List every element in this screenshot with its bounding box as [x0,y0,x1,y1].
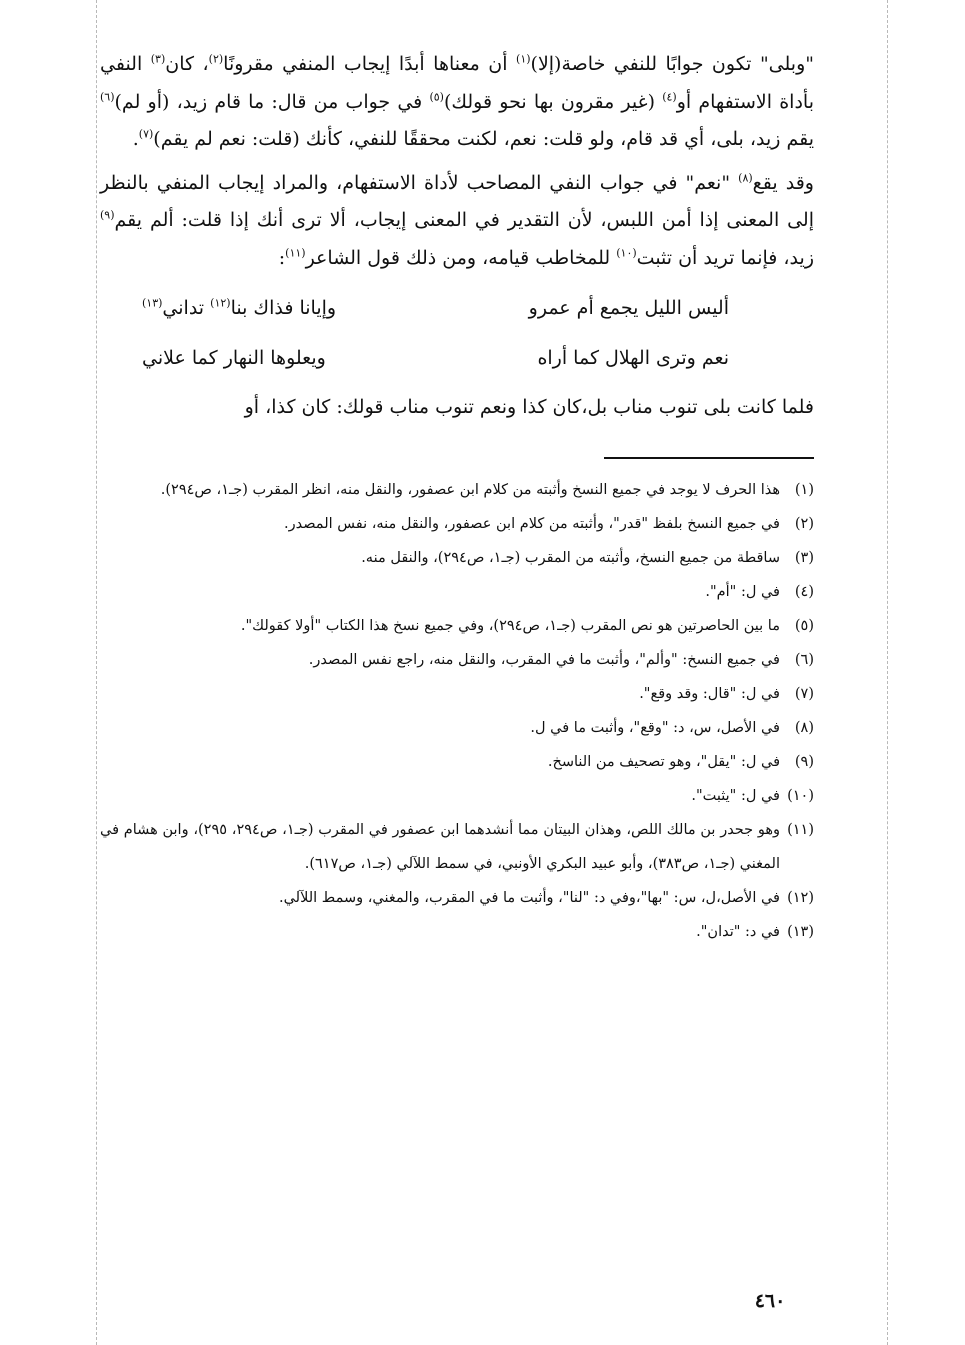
text-run: أن معناها أبدًا إيجاب المنفي مقرونًا [223,53,517,75]
footnote-marker: (١٢) [210,296,231,310]
text-run: وإيانا فذاك بنا [230,297,337,319]
poem [100,283,814,383]
footnote-4 [100,575,814,609]
paragraph-3 [100,389,814,427]
footnote-text: في ل: "يثبت". [691,787,780,804]
verse-2-first-hemistich [537,333,729,383]
footnote-marker: (٧) [138,127,154,141]
footnote-text: في ل: "أم". [705,583,780,600]
footnote-text: هذا الحرف لا يوجد في جميع النسخ وأثبته من كلام ابن عصفور، والنقل منه، انظر المقرب (جـ١، ص٢٩٤). [160,481,780,498]
footnote-text: في الأصل، س، د: "وقع"، وأثبت ما في ل. [530,719,780,736]
text-run: ، كان [165,53,209,75]
footnote-text: ساقطة من جميع النسخ، وأثبته من المقرب (جـ١، ص٢٩٤)، والنقل منه. [361,549,780,566]
footnote-marker: (١٠) [616,246,637,260]
text-run: نعم وترى الهلال كما أراه [537,347,729,369]
footnote-marker: (٦) [100,90,115,104]
text-run: "نعم" في جواب النفي المصاحب لأداة الاستفهام، والمراد إيجاب المنفي بالنظر إلى المعنى إذا أمن اللبس، لأن التقدير في المعنى إيجاب، ألا ترى أنك إذا قلت: ألم يقم [100,171,814,231]
footnote-6 [100,643,814,677]
footnote-text: في جميع النسخ: "وألم"، وأثبت ما في المقرب، والنقل منه، راجع نفس المصدر. [308,651,780,668]
verse-2-second-hemistich [142,333,326,383]
text-run: في جواب من قال: ما قام زيد، (أو لم) [114,90,430,113]
paragraph-2 [100,165,814,278]
text-run: النفي بأداة الاستفهام أو [100,53,814,113]
footnote-marker: (٨) [738,171,753,185]
footnote-number: (٦) [794,651,814,668]
footnote-marker: (٥) [429,90,444,104]
poem-verse-2 [100,333,814,383]
footnote-9 [100,745,814,779]
text-run: ويعلوها النهار كما علاني [142,347,326,369]
footnote-2 [100,507,814,541]
footnote-marker: (٣) [150,52,166,66]
footnote-10 [100,779,814,813]
footnote-number: (١٣) [787,923,814,940]
book-page [100,46,814,949]
footnote-number: (٢) [794,515,814,532]
text-run: : [278,246,286,269]
paragraph-1 [100,46,814,159]
text-run: فلما كانت بلى تنوب مناب بل،كان كذا ونعم تنوب مناب قولك: كان كذا، أو [244,396,814,418]
text-run: للمخاطب قيامه، ومن ذلك قول الشاعر [305,246,617,269]
text-run: يقم زيد، بلى، أي قد قام، ولو قلت: نعم، لكنت محققًا للنفي، كأنك (قلت: نعم لم يقم) [153,128,814,150]
text-run: (غير مقرون بها نحو قولك) [443,90,663,113]
text-run: وقد يقع [752,171,814,194]
text-run: تداني [162,297,211,319]
footnote-number: (١٢) [787,889,814,906]
main-text [100,46,814,427]
footnote-text: ما بين الحاصرتين هو نص المقرب (جـ١، ص٢٩٤)، وفي جميع نسخ هذا الكتاب "أولا كقولك". [240,617,780,634]
footnote-text: في ل: "قال: وقد وقع". [639,685,780,702]
footnote-text: في الأصل،ل، س: "بها"،وفي د: "لنا"، وأثبت ما في المقرب، والمغني، وسمط اللآلي. [278,889,780,906]
footnote-text: في ل: "يقل"، وهو تصحيف من الناسخ. [547,753,780,770]
footnote-number: (٧) [794,685,814,702]
footnote-number: (١) [794,481,814,498]
footnote-1 [100,473,814,507]
poem-verse-1 [100,283,814,333]
footnote-marker: (٩) [100,208,115,222]
footnotes [100,473,814,949]
footnote-number: (٤) [794,583,814,600]
scan-margin-line-right [887,0,888,1345]
footnote-number: (٣) [794,549,814,566]
footnote-marker: (١٣) [142,296,163,310]
scan-margin-line-left [96,0,97,1345]
footnote-marker: (١) [516,52,531,66]
footnote-number: (١١) [787,821,814,838]
footnote-text: في جميع النسخ بلفظ "قدر"، وأثبته من كلام ابن عصفور، والنقل منه، نفس المصدر. [284,515,780,532]
footnote-marker: (٢) [208,52,224,66]
text-run: . [132,128,139,150]
footnote-number: (٨) [794,719,814,736]
verse-1-second-hemistich [142,283,336,333]
footnote-divider [604,457,814,459]
footnote-text: في د: "تدان". [696,923,780,940]
footnote-number: (٥) [794,617,814,634]
footnote-7 [100,677,814,711]
text-run: أليس الليل يجمع أم عمرو [528,297,729,319]
footnote-marker: (١١) [285,246,306,260]
footnote-12 [100,881,814,915]
text-run: زيد، فإنما تريد أن تثبت [636,246,814,269]
page-number: ٤٦٠ [754,1290,786,1312]
footnote-8 [100,711,814,745]
footnote-11 [100,813,814,881]
footnote-number: (١٠) [787,787,814,804]
footnote-13 [100,915,814,949]
verse-1-first-hemistich [529,283,729,333]
text-run: "وبلى" تكون جوابًا للنفي خاصة(إلا) [530,53,815,75]
footnote-text: وهو جحدر بن مالك اللص، وهذان البيتان مما أنشدهما ابن عصفور في المقرب (جـ١، ص٢٩٤، ٢٩٥)، وابن هشام في المغني (جـ١، ص٣٨٣)، وأبو عبيد البكري الأونبي، في سمط اللآلي (جـ١، ص٦١٧). [100,821,781,872]
footnote-number: (٩) [794,753,814,770]
footnote-3 [100,541,814,575]
footnote-5 [100,609,814,643]
footnote-marker: (٤) [662,90,677,104]
